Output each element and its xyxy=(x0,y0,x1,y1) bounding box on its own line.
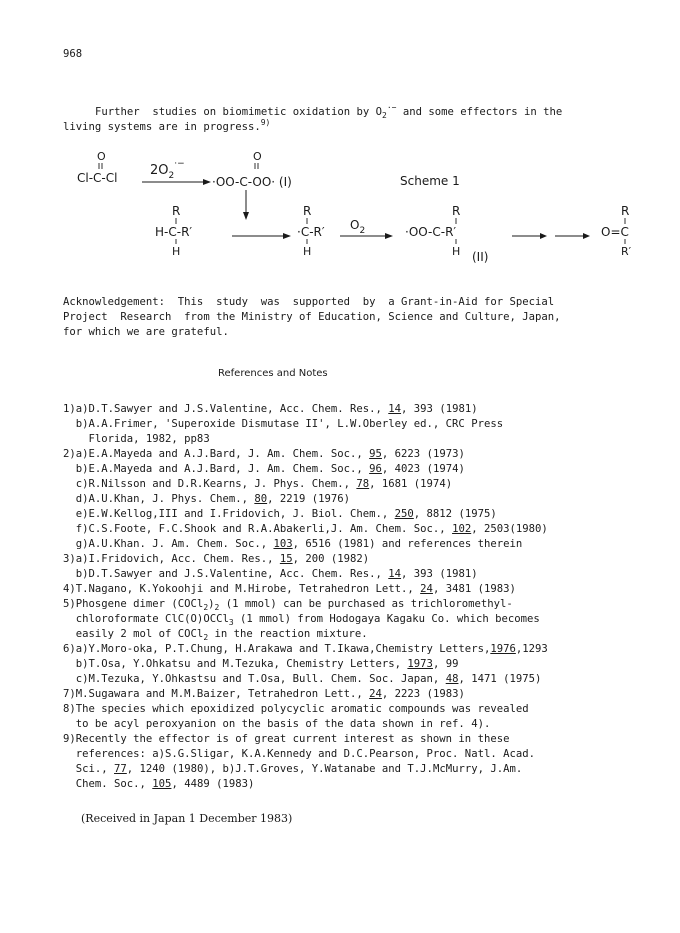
svg-text:H: H xyxy=(303,245,312,258)
received-date: (Received in Japan 1 December 1983) xyxy=(81,812,293,825)
ref-6c: c)M.Tezuka, Y.Ohkastsu and T.Osa, Bull. Chem. Soc. Japan, 48, 1471 (1975) xyxy=(63,673,542,685)
acknowledgement-line-1: Acknowledgement: This study was supported by a Grant-in-Aid for Special xyxy=(63,296,555,308)
ref-5-line-1: 5)Phosgene dimer $(COCl_2)_2$ (1 mmol) can be purchased as trichloromethyl- xyxy=(63,598,513,612)
ref-1a: 1)a)D.T.Sawyer and J.S.Valentine, Acc. Chem. Res., 14, 393 (1981) xyxy=(63,403,478,415)
ref-2c: c)R.Nilsson and D.R.Kearns, J. Phys. Chem., 78, 1681 (1974) xyxy=(63,478,453,490)
scheme-title: Scheme 1 xyxy=(400,174,460,188)
intro-line-2: living systems are in progress.$^{9)}$ xyxy=(63,118,271,133)
ref-3b: b)D.T.Sawyer and J.S.Valentine, Acc. Chem. Res., 14, 393 (1981) xyxy=(63,568,478,580)
ref-8-line-1: 8)The species which epoxidized polycyclic aromatic compounds was revealed xyxy=(63,703,529,715)
ref-4: 4)T.Nagano, K.Yokoohji and M.Hirobe, Tetrahedron Lett., 24, 3481 (1983) xyxy=(63,583,516,595)
ref-5-line-2: chloroformate ClC(O)OCCl$_3$ (1 mmol) from Hodogaya Kagaku Co. which becomes xyxy=(63,613,540,627)
svg-text:R′: R′ xyxy=(621,245,632,258)
ref-9-line-2: references: a)S.G.Sligar, K.A.Kennedy and D.C.Pearson, Proc. Natl. Acad. xyxy=(63,748,535,760)
ref-1b-line-1: b)A.A.Frimer, 'Superoxide Dismutase II', L.W.Oberley ed., CRC Press xyxy=(63,418,504,430)
page-number: 968 xyxy=(63,48,83,60)
intro-line-1: Further studies on biomimetic oxidation by $O_2^{\cdot-}$ and some effectors in the xyxy=(95,103,563,120)
ref-2e: e)E.W.Kellog,III and I.Fridovich, J. Biol. Chem., 250, 8812 (1975) xyxy=(63,508,497,520)
scheme-ketone: O=C xyxy=(601,225,629,239)
references-heading: References and Notes xyxy=(218,368,328,379)
scheme-phosgene: Cl-C-Cl xyxy=(77,171,118,185)
ref-6b: b)T.Osa, Y.Ohkatsu and M.Tezuka, Chemistry Letters, 1973, 99 xyxy=(63,658,459,670)
svg-text:R: R xyxy=(452,204,461,218)
ref-7: 7)M.Sugawara and M.M.Baizer, Tetrahedron Lett., 24, 2223 (1983) xyxy=(63,688,465,700)
scheme-radical: ·C-R′ xyxy=(297,225,325,239)
ref-2f: f)C.S.Foote, F.C.Shook and R.A.Abakerli,J. Am. Chem. Soc., 102, 2503(1980) xyxy=(63,523,548,535)
svg-text:H: H xyxy=(452,245,461,258)
ref-5-line-3: easily 2 mol of COCl$_2$ in the reaction mixture. xyxy=(63,628,368,642)
ref-9-line-3: Sci., 77, 1240 (1980), b)J.T.Groves, Y.Watanabe and T.J.McMurry, J.Am. xyxy=(63,763,523,775)
ref-9-line-4: Chem. Soc., 105, 4489 (1983) xyxy=(63,778,255,790)
reaction-scheme xyxy=(0,140,680,275)
svg-text:R: R xyxy=(621,204,630,218)
ref-9-line-1: 9)Recently the effector is of great current interest as shown in these xyxy=(63,733,510,745)
svg-text:R: R xyxy=(303,204,312,218)
ref-6a: 6)a)Y.Moro-oka, P.T.Chung, H.Arakawa and T.Ikawa,Chemistry Letters,1976,1293 xyxy=(63,643,548,655)
acknowledgement-line-2: Project Research from the Ministry of Education, Science and Culture, Japan, xyxy=(63,311,561,323)
scheme-peroxy: ·OO-C-R′ xyxy=(405,225,457,239)
ref-3a: 3)a)I.Fridovich, Acc. Chem. Res., 15, 200 (1982) xyxy=(63,553,370,565)
ref-1b-line-2: Florida, 1982, pp83 xyxy=(63,433,210,445)
ref-8-line-2: to be acyl peroxyanion on the basis of the data shown in ref. 4). xyxy=(63,718,491,730)
scheme-o-top-2: O xyxy=(253,150,262,163)
svg-text:H: H xyxy=(172,245,181,258)
ref-2a: 2)a)E.A.Mayeda and A.J.Bard, J. Am. Chem. Soc., 95, 6223 (1973) xyxy=(63,448,465,460)
scheme-substrate: H-C-R′ xyxy=(155,225,193,239)
scheme-label-II: (II) xyxy=(472,250,489,264)
ref-2d: d)A.U.Khan, J. Phys. Chem., 80, 2219 (1976) xyxy=(63,493,351,505)
ref-2g: g)A.U.Khan. J. Am. Chem. Soc., 103, 6516 (1981) and references therein xyxy=(63,538,523,550)
scheme-reagent-o2: $2O_2^{\cdot-}$ xyxy=(150,159,185,181)
scheme-o-top-1: O xyxy=(97,150,106,163)
acknowledgement-line-3: for which we are grateful. xyxy=(63,326,229,338)
ref-2b: b)E.A.Mayeda and A.J.Bard, J. Am. Chem. Soc., 96, 4023 (1974) xyxy=(63,463,465,475)
svg-text:R: R xyxy=(172,204,181,218)
scheme-o2-label: $O_2$ xyxy=(350,218,366,236)
scheme-product-I: ·OO-C-OO· (I) xyxy=(212,175,292,189)
